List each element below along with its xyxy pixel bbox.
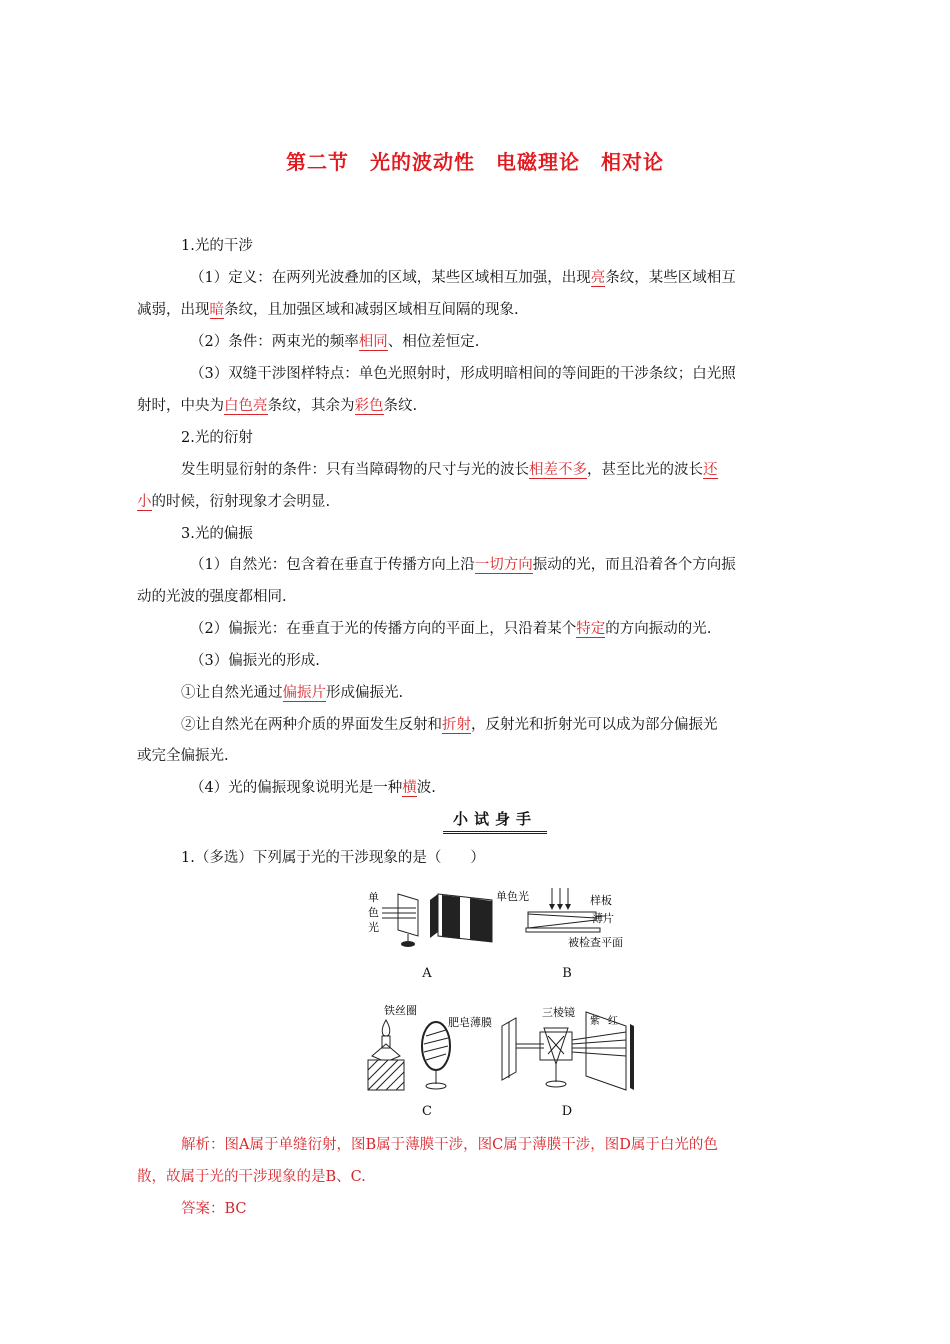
figure-c-soap-film <box>364 1000 492 1092</box>
figure-d-label: D <box>561 1104 573 1119</box>
answer-dark: 暗 <box>209 302 224 318</box>
practice-badge: 小试身手 <box>443 807 547 834</box>
section-2-heading: 2.光的衍射 <box>181 430 253 446</box>
answer-all-directions: 一切方向 <box>474 557 533 573</box>
answer-polarizer: 偏振片 <box>282 685 326 701</box>
figure-b-thin-film <box>496 884 636 956</box>
diffraction-condition-line1: 发生明显衍射的条件：只有当障碍物的尺寸与光的波长相差不多，甚至比光的波长还 <box>181 462 718 478</box>
figure-c-text-1: 铁丝圈 <box>384 1004 417 1017</box>
answer-specific: 特定 <box>576 621 606 637</box>
figure-d-text-1: 三棱镜 <box>542 1006 575 1019</box>
figure-a-single-slit <box>364 884 496 954</box>
figure-b-text-1: 单色光 <box>496 890 529 903</box>
interference-definition-line1: （1）定义：在两列光波叠加的区域，某些区域相互加强，出现亮条纹，某些区域相互 <box>190 270 736 286</box>
answer-bright: 亮 <box>590 270 606 286</box>
figure-a-text-3: 光 <box>368 921 379 934</box>
answer-smaller-part2: 小 <box>137 494 152 510</box>
answer-colored: 彩色 <box>354 398 384 414</box>
interference-condition: （2）条件：两束光的频率相同、相位差恒定. <box>190 334 480 350</box>
figure-b-text-3: 薄片 <box>592 912 614 925</box>
figure-a-label: A <box>422 966 432 981</box>
section-1-heading: 1.光的干涉 <box>181 238 253 254</box>
formation-method-1: ①让自然光通过偏振片形成偏振光. <box>181 685 404 701</box>
answer-similar: 相差不多 <box>529 462 587 478</box>
figure-c-text-2: 肥皂薄膜 <box>448 1016 492 1029</box>
answer-refraction: 折射 <box>442 717 471 733</box>
figure-b-label: B <box>562 966 572 981</box>
formation-method-2-line2: 或完全偏振光. <box>137 748 229 764</box>
figure-d-text-2: 紫 <box>590 1016 600 1027</box>
natural-light-line2: 动的光波的强度都相同. <box>137 589 287 605</box>
section-3-heading: 3.光的偏振 <box>181 526 253 542</box>
answer-transverse: 横 <box>402 780 417 796</box>
double-slit-pattern-line2: 射时，中央为白色亮条纹，其余为彩色条纹. <box>137 398 418 414</box>
answer-same: 相同 <box>358 334 388 350</box>
answer-smaller-part1: 还 <box>703 462 718 478</box>
answer-white-bright: 白色亮 <box>224 398 268 414</box>
polarized-light: （2）偏振光：在垂直于光的传播方向的平面上，只沿着某个特定的方向振动的光. <box>190 621 712 637</box>
figure-b-text-2: 样板 <box>590 894 612 907</box>
figure-a-text-1: 单 <box>368 891 379 904</box>
diffraction-condition-line2: 小的时候，衍射现象才会明显. <box>137 494 331 510</box>
double-slit-pattern-line1: （3）双缝干涉图样特点：单色光照射时，形成明暗相间的等间距的干涉条纹；白光照 <box>190 366 736 382</box>
figure-b-text-4: 被检查平面 <box>568 936 623 949</box>
polarization-formation: （3）偏振光的形成. <box>190 653 320 669</box>
page-title: 第二节 光的波动性 电磁理论 相对论 <box>286 150 664 174</box>
figure-d-prism-dispersion <box>498 1002 634 1092</box>
interference-definition-line2: 减弱，出现暗条纹，且加强区域和减弱区域相互间隔的现象. <box>137 302 519 318</box>
formation-method-2-line1: ②让自然光在两种介质的界面发生反射和折射，反射光和折射光可以成为部分偏振光 <box>181 717 718 733</box>
transverse-wave: （4）光的偏振现象说明光是一种横波. <box>190 780 436 796</box>
question-1: 1.（多选）下列属于光的干涉现象的是（ ） <box>181 850 485 866</box>
answer-text: 答案：BC <box>181 1201 247 1217</box>
natural-light-line1: （1）自然光：包含着在垂直于传播方向上沿一切方向振动的光，而且沿着各个方向振 <box>190 557 736 573</box>
figure-a-text-2: 色 <box>368 906 379 919</box>
figure-c-label: C <box>422 1104 432 1119</box>
solution-line2: 散，故属于光的干涉现象的是B、C. <box>137 1169 366 1185</box>
solution-line1: 解析：图A属于单缝衍射，图B属于薄膜干涉，图C属于薄膜干涉，图D属于白光的色 <box>181 1137 718 1153</box>
figure-d-text-3: 红 <box>608 1016 618 1027</box>
